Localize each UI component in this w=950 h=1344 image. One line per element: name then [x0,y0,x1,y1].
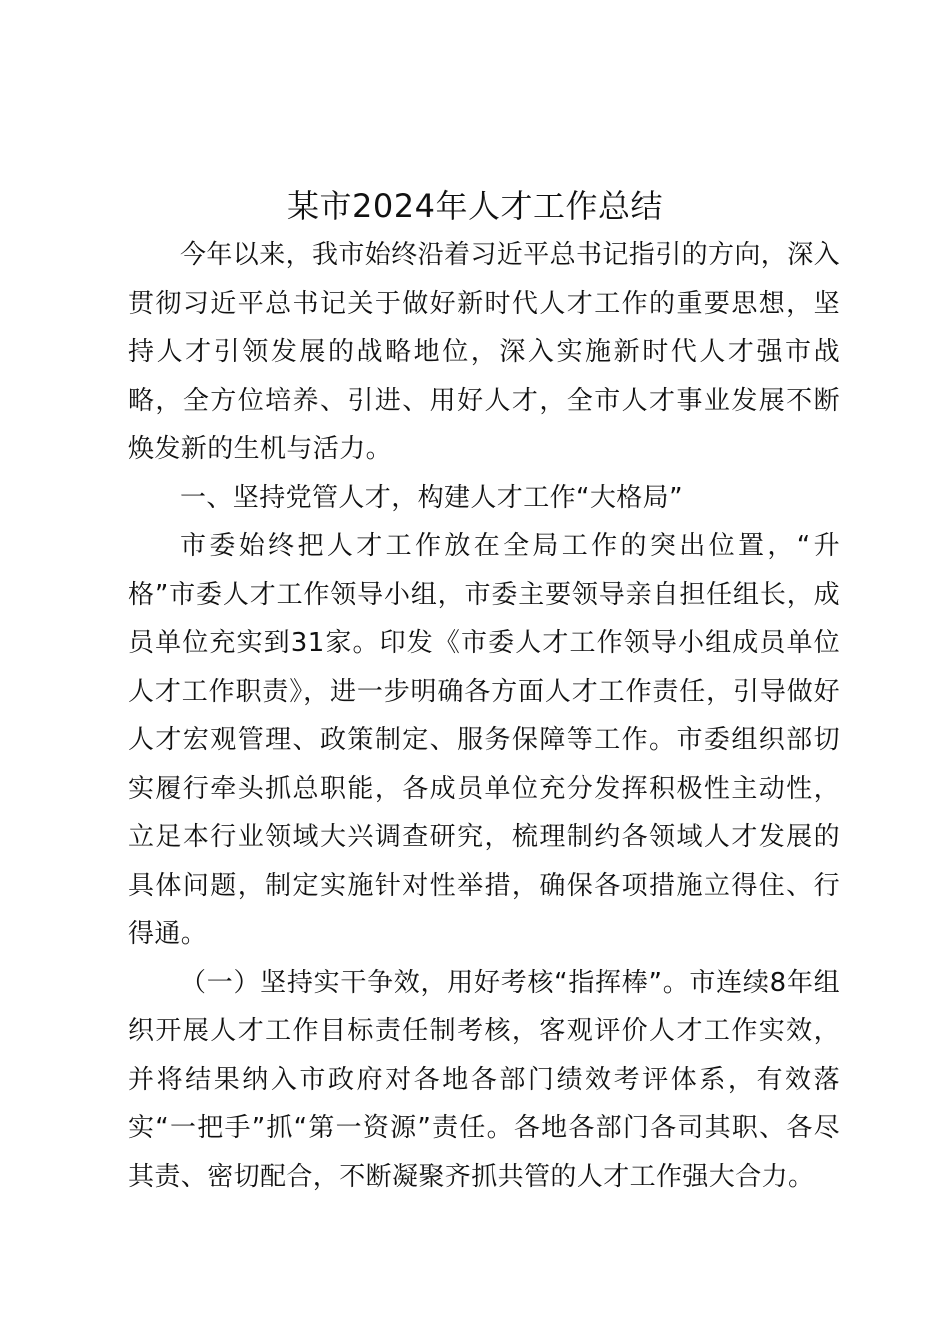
subsection-1-paragraph: （一）坚持实干争效，用好考核“指挥棒”。市连续8年组织开展人才工作目标责任制考核，客观评价人才工作实效，并将结果纳入市政府对各地各部门绩效考评体系，有效落实“一把手”抓“第一资源”责任。各地各部门各司其职、各尽其责、密切配合，不断凝聚齐抓共管的人才工作强大合力。 [128,967,840,1192]
section-1-paragraph: 市委始终把人才工作放在全局工作的突出位置，“升格”市委人才工作领导小组，市委主要领导亲自担任组长，成员单位充实到31家。印发《市委人才工作领导小组成员单位人才工作职责》，进一步明确各方面人才工作责任，引导做好人才宏观管理、政策制定、服务保障等工作。市委组织部切实履行牵头抓总职能，各成员单位充分发挥积极性主动性，立足本行业领域大兴调查研究，梳理制约各领域人才发展的具体问题，制定实施针对性举措，确保各项措施立得住、行得通。 [128,531,840,949]
document-title: 某市2024年人才工作总结 [287,187,663,225]
section-heading-1: 一、坚持党管人才，构建人才工作“大格局” [180,482,683,513]
intro-paragraph: 今年以来，我市始终沿着习近平总书记指引的方向，深入贯彻习近平总书记关于做好新时代人才工作的重要思想，坚持人才引领发展的战略地位，深入实施新时代人才强市战略，全方位培养、引进、用好人才，全市人才事业发展不断焕发新的生机与活力。 [128,240,841,464]
document-body [128,231,840,1201]
